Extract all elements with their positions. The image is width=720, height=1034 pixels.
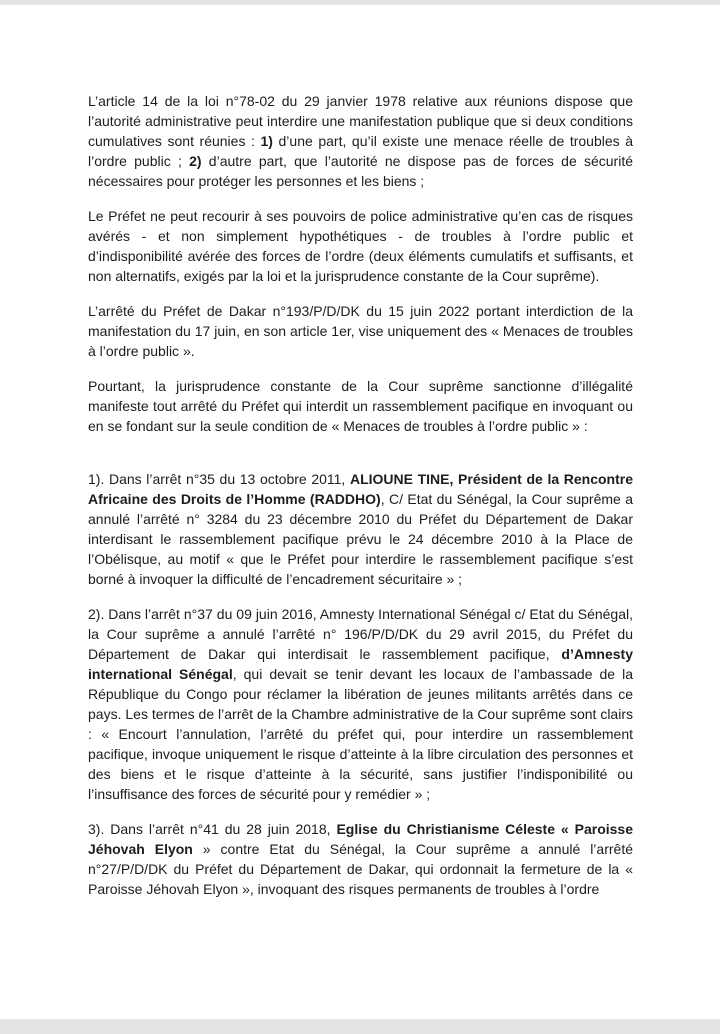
bold-text-run: 1) <box>260 133 273 149</box>
text-run: 2). Dans l’arrêt n°37 du 09 juin 2016, Amnesty International Sénégal c/ Etat du Sénégal, la Cour suprême a annulé l’arrêté n° 196/P/D/DK du 29 avril 2015, du Préfet du Département de Dakar qui interdisait le rassemblement pacifique, <box>88 606 633 662</box>
text-run: 3). Dans l’arrêt n°41 du 28 juin 2018, <box>88 821 337 837</box>
text-run: L’article 14 de la loi n°78-02 du 29 janvier 1978 relative aux réunions dispose que l’autorité administrative peut interdire une manifestation publique que si deux conditions cumulatives sont réunies : <box>88 93 633 149</box>
para-arret-3-eglise <box>88 819 633 899</box>
text-run: , qui devait se tenir devant les locaux de l’ambassade de la République du Congo pour réclamer la libération de jeunes militants arrêtés dans ce pays. Les termes de l’arrêt de la Chambre administrative de la Cour suprême sont clairs : « Encourt l’annulation, l’arrêté du préfet qui, pour interdire un rassemblement pacifique, invoque uniquement le risque d’atteinte à la libre circulation des personnes et des biens et le risque d’atteinte à la sécurité, sans justifier l’indisponibilité ou l’insuffisance des forces de sécurité pour y remédier » ; <box>88 666 634 802</box>
document-body <box>88 91 633 899</box>
bold-text-run: ALIOUNE TINE, Président de la Rencontre Africaine des Droits de l’Homme (RADDHO) <box>88 471 634 507</box>
para-arret-2-amnesty <box>88 604 633 804</box>
para-prefet-pouvoirs <box>88 206 633 286</box>
para-jurisprudence <box>88 376 633 436</box>
para-arret-1-raddho <box>88 469 633 589</box>
bold-text-run: d’Amnesty international Sénégal <box>88 646 633 682</box>
text-run: d’autre part, que l’autorité ne dispose pas de forces de sécurité nécessaires pour protéger les personnes et les biens ; <box>88 153 633 189</box>
text-run: 1). Dans l’arrêt n°35 du 13 octobre 2011, <box>88 471 350 487</box>
bold-text-run: Eglise du Christianisme Céleste « Paroisse Jéhovah Elyon <box>88 821 634 857</box>
para-arrete-193 <box>88 301 633 361</box>
text-run: Le Préfet ne peut recourir à ses pouvoirs de police administrative qu’en cas de risques avérés - et non simplement hypothétiques - de troubles à l’ordre public et d’indisponibilité avérée des forces de l’ordre (deux éléments cumulatifs et suffisants, et non alternatifs, exigés par la loi et la jurisprudence constante de la Cour suprême). <box>88 208 633 284</box>
bold-text-run: 2) <box>189 153 202 169</box>
text-run: L’arrêté du Préfet de Dakar n°193/P/D/DK du 15 juin 2022 portant interdiction de la manifestation du 17 juin, en son article 1er, vise uniquement des « Menaces de troubles à l’ordre public ». <box>88 303 633 359</box>
text-run: , C/ Etat du Sénégal, la Cour suprême a annulé l’arrêté n° 3284 du 23 décembre 2010 du Préfet du Département de Dakar interdisant le rassemblement pacifique prévu le 24 décembre 2010 à la Place de l’Obélisque, au motif « que le Préfet pour interdire le rassemblement pacifique s’est borné à invoquer la difficulté de l’encadrement sécuritaire » ; <box>88 491 633 587</box>
text-run: » contre Etat du Sénégal, la Cour suprême a annulé l’arrêté n°27/P/D/DK du Préfet du Département de Dakar, qui ordonnait la fermeture de la « Paroisse Jéhovah Elyon », invoquant des risques permanents de troubles à l’ordre <box>88 841 633 897</box>
text-run: d’une part, qu’il existe une menace réelle de troubles à l’ordre public ; <box>88 133 633 169</box>
para-loi-78-02 <box>88 91 633 191</box>
text-run: Pourtant, la jurisprudence constante de la Cour suprême sanctionne d’illégalité manifeste tout arrêté du Préfet qui interdit un rassemblement pacifique en invoquant ou en se fondant sur la seule condition de « Menaces de troubles à l’ordre public » : <box>88 378 633 434</box>
edge-bar-bottom <box>0 1019 720 1034</box>
